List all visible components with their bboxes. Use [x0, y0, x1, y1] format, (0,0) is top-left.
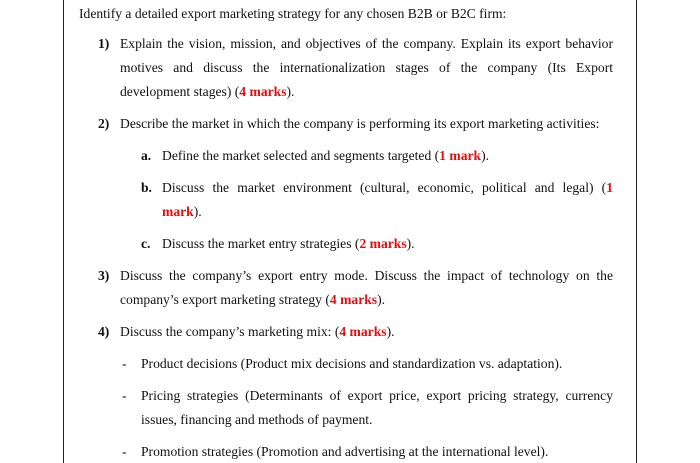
- q2-text: Describe the market in which the company is performing its export marketing activities:: [120, 116, 600, 131]
- bullet-pricing-line-2: issues, financing and methods of payment.: [141, 412, 373, 427]
- bullet-promotion: Promotion strategies (Promotion and advertising at the international level).: [141, 444, 549, 459]
- q2c-marks: 2 marks: [359, 236, 407, 251]
- q3-number: 3): [98, 268, 110, 283]
- q2c-text: [162, 236, 415, 252]
- intro-text: Identify a detailed export marketing strategy for any chosen B2B or B2C firm:: [79, 6, 507, 21]
- q2a-marks: 1 mark: [439, 148, 482, 163]
- q4-text: [120, 324, 395, 340]
- bullet-pricing-line-1: Pricing strategies (Determinants of export price, export pricing strategy, currency: [141, 388, 613, 403]
- bullet-dash: -: [122, 388, 127, 403]
- q2c-letter: c.: [141, 236, 151, 251]
- q2a-text: [162, 148, 489, 164]
- q3-line-1: Discuss the company’s export entry mode. Discuss the impact of technology on the: [120, 268, 613, 283]
- bullet-product: Product decisions (Product mix decisions and standardization vs. adaptation).: [141, 356, 563, 371]
- q3-marks: 4 marks: [329, 292, 378, 307]
- q2a-letter: a.: [141, 148, 152, 163]
- q2c-text-start: Discuss the market entry strategies (: [162, 236, 360, 251]
- q4-text-start: Discuss the company’s marketing mix: (: [120, 324, 340, 339]
- q2b-line-1: [162, 180, 613, 196]
- q2a-text-start: Define the market selected and segments targeted (: [162, 148, 440, 163]
- bullet-dash: -: [122, 356, 127, 371]
- q2b-letter: b.: [141, 180, 152, 195]
- q4-marks: 4 marks: [339, 324, 387, 339]
- q3-text: company’s export marketing strategy (: [120, 292, 330, 307]
- q2b-line-2: [162, 204, 202, 220]
- q2b-text-start: Discuss the market environment (cultural, economic, political and legal) (: [162, 180, 607, 195]
- q2b-text-end: ).: [193, 204, 202, 219]
- q4-number: 4): [98, 324, 110, 339]
- q1-line-2: motives and discuss the internationalization stages of the company (Its Export: [120, 60, 613, 75]
- q2a-text-end: ).: [481, 148, 490, 163]
- q1-text: development stages) (: [120, 84, 240, 99]
- q4-text-end: ).: [386, 324, 395, 339]
- q1-line-3: [120, 84, 294, 100]
- q2b-marks-word: mark: [162, 204, 194, 219]
- q3-text-end: ).: [377, 292, 386, 307]
- q2-number: 2): [98, 116, 110, 131]
- q1-text-end: ).: [286, 84, 295, 99]
- q1-line-1: Explain the vision, mission, and objectives of the company. Explain its export behavior: [120, 36, 613, 51]
- q1-number: 1): [98, 36, 110, 51]
- q1-marks: 4 marks: [239, 84, 287, 99]
- q3-line-2: [120, 292, 385, 308]
- bullet-dash: -: [122, 444, 127, 459]
- q2b-marks-number: 1: [606, 180, 613, 195]
- q2c-text-end: ).: [406, 236, 415, 251]
